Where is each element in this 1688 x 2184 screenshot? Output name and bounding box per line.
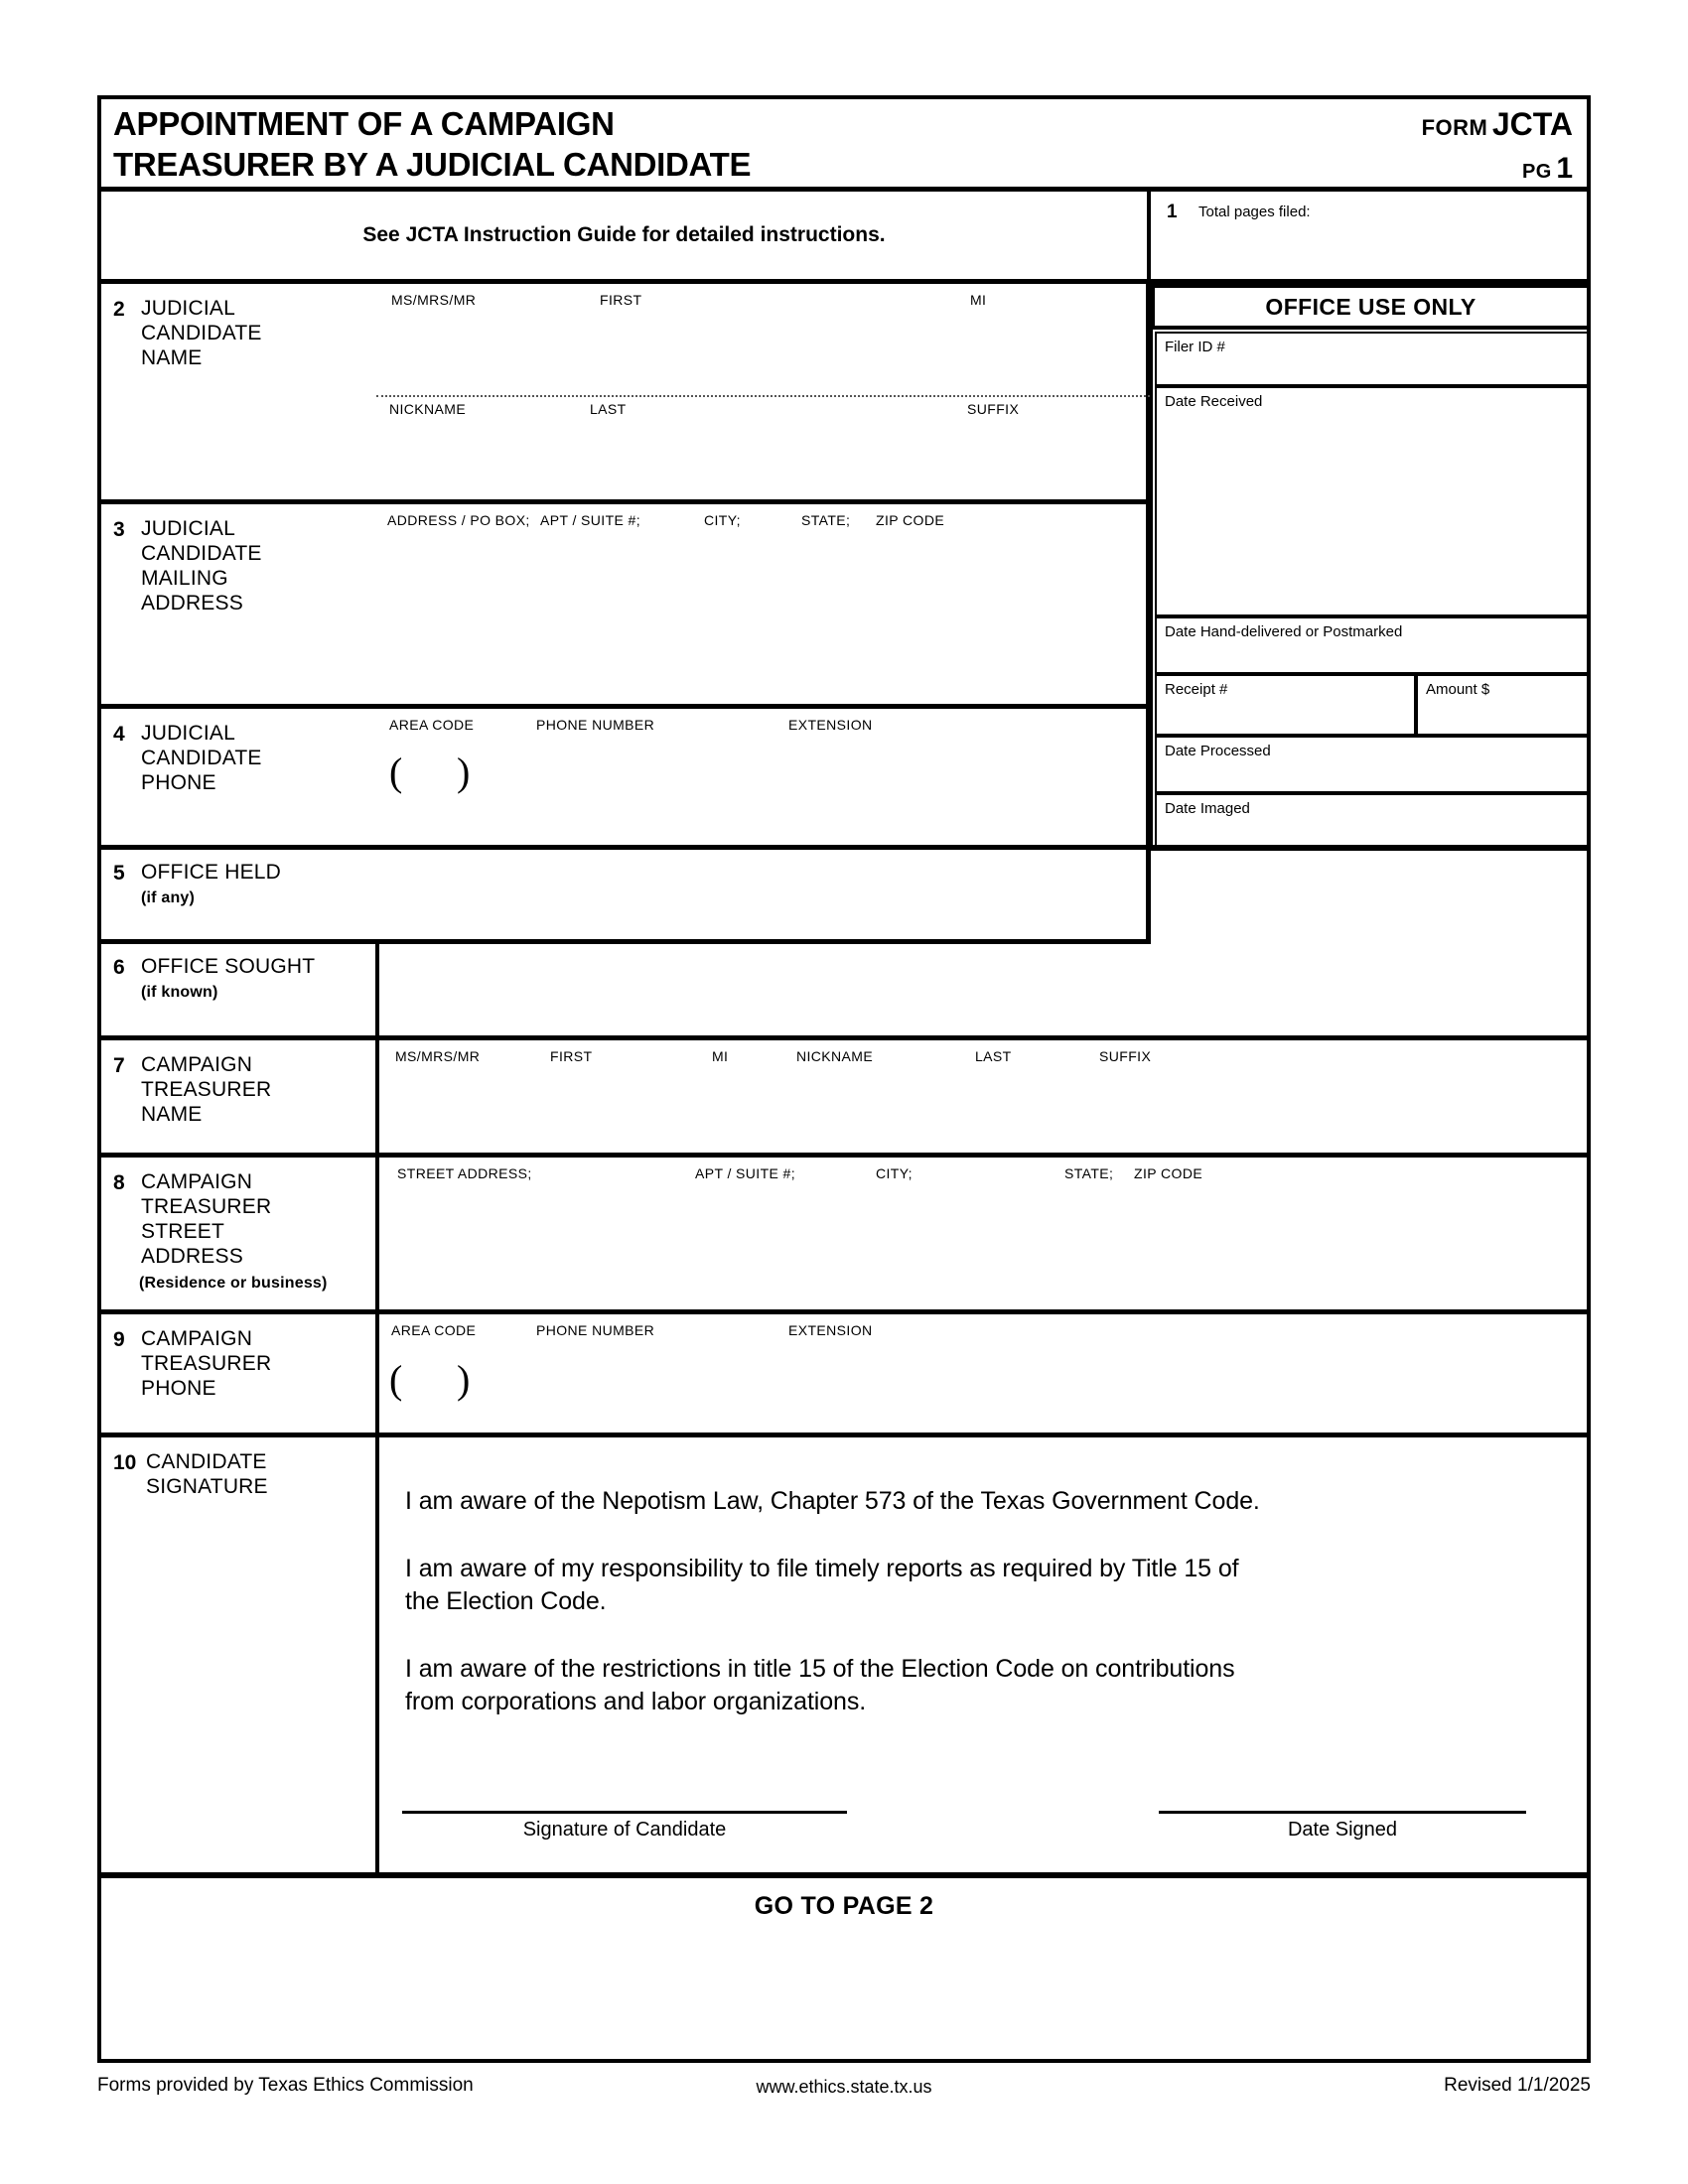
section-6-label-cell <box>101 944 379 1040</box>
hint-last: LAST <box>590 401 627 417</box>
hint-mi: MI <box>970 292 987 308</box>
amount-cell[interactable] <box>1416 674 1591 736</box>
section-4-input-cell[interactable] <box>379 709 1151 850</box>
section-9-label-cell <box>101 1314 379 1437</box>
total-pages-filed-label: Total pages filed: <box>1198 204 1311 220</box>
hint-phone-number-treasurer: PHONE NUMBER <box>536 1322 655 1338</box>
hint-suffix-treasurer: SUFFIX <box>1099 1048 1152 1064</box>
hint-area-code: AREA CODE <box>389 717 475 733</box>
hint-extension-treasurer: EXTENSION <box>788 1322 873 1338</box>
form-label: FORM <box>1421 115 1488 140</box>
section-3-label-line-3: MAILING <box>141 567 228 590</box>
hint-nickname-treasurer: NICKNAME <box>796 1048 874 1064</box>
page-value: 1 <box>1556 152 1573 185</box>
form-number-row <box>1422 105 1573 150</box>
section-8-label-line-3: STREET <box>141 1220 225 1243</box>
hint-state-treasurer: STATE; <box>1064 1165 1114 1181</box>
amount-label: Amount $ <box>1426 681 1490 698</box>
box-number-4: 4 <box>113 723 125 746</box>
hint-phone-number: PHONE NUMBER <box>536 717 655 733</box>
date-hand-delivered-cell[interactable] <box>1155 616 1591 674</box>
date-received-cell[interactable] <box>1155 386 1591 616</box>
contributions-restriction-statement-line1: I am aware of the restrictions in title 15 of the Election Code on contributions <box>405 1655 1235 1683</box>
section-8-input-cell[interactable] <box>379 1158 1591 1314</box>
hint-city-treasurer: CITY; <box>876 1165 913 1181</box>
date-processed-cell[interactable] <box>1155 736 1591 793</box>
section-9-input-cell[interactable] <box>379 1314 1591 1437</box>
date-hand-delivered-label: Date Hand-delivered or Postmarked <box>1165 623 1403 640</box>
section-10-label-line-2: SIGNATURE <box>146 1475 268 1498</box>
hint-area-code-treasurer: AREA CODE <box>391 1322 477 1338</box>
filer-id-label: Filer ID # <box>1165 339 1225 355</box>
section-4-label-line-3: PHONE <box>141 771 216 794</box>
hint-state: STATE; <box>801 512 851 528</box>
go-to-page-2-banner <box>101 1872 1587 1934</box>
section-10-label-cell <box>101 1437 379 1872</box>
section-10-label-line-1: CANDIDATE <box>146 1450 267 1473</box>
date-imaged-cell[interactable] <box>1155 793 1591 849</box>
instruction-text: See JCTA Instruction Guide for detailed instructions. <box>362 223 886 246</box>
hint-address-po-box: ADDRESS / PO BOX; <box>387 512 530 528</box>
hint-nickname: NICKNAME <box>389 401 467 417</box>
section-6-label: OFFICE SOUGHT <box>141 955 316 978</box>
section-4-label-cell <box>101 709 379 850</box>
box-number-1: 1 <box>1167 202 1178 222</box>
section-5-input-cell[interactable] <box>379 850 1151 944</box>
page-footer <box>97 2075 1591 2115</box>
section-8-label-line-1: CAMPAIGN <box>141 1170 253 1193</box>
section-3-label-line-2: CANDIDATE <box>141 542 262 565</box>
section-5-sublabel: (if any) <box>141 889 196 906</box>
receipt-number-cell[interactable] <box>1155 674 1416 736</box>
hint-suffix: SUFFIX <box>967 401 1020 417</box>
section-9-column-divider <box>375 1314 379 1437</box>
section-6-column-divider <box>375 944 379 1040</box>
hint-first: FIRST <box>600 292 642 308</box>
footer-website: www.ethics.state.tx.us <box>756 2077 932 2097</box>
section-7-input-cell[interactable] <box>379 1040 1591 1158</box>
section-2-dotted-divider <box>376 395 1150 397</box>
page-label: PG <box>1521 161 1552 183</box>
box-number-2: 2 <box>113 298 125 321</box>
paren-open-icon: ( <box>389 750 403 794</box>
go-to-page-2-text: GO TO PAGE 2 <box>754 1891 934 1920</box>
page-number-row <box>1422 150 1573 193</box>
contributions-restriction-statement-line2: from corporations and labor organizations. <box>405 1688 867 1715</box>
signature-caption: Signature of Candidate <box>522 1819 727 1841</box>
box-number-10: 10 <box>113 1451 137 1474</box>
date-received-label: Date Received <box>1165 393 1263 410</box>
box-number-5: 5 <box>113 862 125 885</box>
form-value: JCTA <box>1491 106 1573 142</box>
timely-reports-statement-line1: I am aware of my responsibility to file timely reports as required by Title 15 of <box>405 1555 1239 1582</box>
paren-close-icon-treasurer: ) <box>457 1357 471 1402</box>
paren-close-icon: ) <box>457 750 471 794</box>
section-9-label-line-3: PHONE <box>141 1377 216 1400</box>
timely-reports-statement-line2: the Election Code. <box>405 1587 607 1615</box>
paren-open-icon-treasurer: ( <box>389 1357 403 1402</box>
section-8-column-divider <box>375 1158 379 1314</box>
section-2-label-line-3: NAME <box>141 346 203 369</box>
form-title-band <box>101 99 1587 192</box>
section-9-label-line-1: CAMPAIGN <box>141 1327 253 1350</box>
section-2-label-cell <box>101 284 379 504</box>
hint-extension: EXTENSION <box>788 717 873 733</box>
office-use-bottom-rule <box>1147 845 1591 851</box>
section-7-column-divider <box>375 1040 379 1158</box>
footer-revised-date: Revised 1/1/2025 <box>1444 2075 1591 2096</box>
hint-street-address: STREET ADDRESS; <box>397 1165 532 1181</box>
section-7-label-cell <box>101 1040 379 1158</box>
section-2-input-cell[interactable] <box>379 284 1151 504</box>
date-imaged-label: Date Imaged <box>1165 800 1250 817</box>
hint-ms-mrs-mr-treasurer: MS/MRS/MR <box>395 1048 481 1064</box>
hint-city: CITY; <box>704 512 741 528</box>
form-outer-frame <box>97 95 1591 2063</box>
date-signed-line[interactable] <box>1159 1811 1526 1814</box>
section-10-column-divider <box>375 1437 379 1872</box>
section-2-label-line-1: JUDICIAL <box>141 297 235 320</box>
hint-ms-mrs-mr: MS/MRS/MR <box>391 292 477 308</box>
section-5-label: OFFICE HELD <box>141 861 282 884</box>
hint-last-treasurer: LAST <box>975 1048 1012 1064</box>
hint-zip-code-treasurer: ZIP CODE <box>1134 1165 1203 1181</box>
section-3-input-cell[interactable] <box>379 504 1151 709</box>
section-4-label-line-1: JUDICIAL <box>141 722 235 745</box>
section-5-label-cell <box>101 850 379 944</box>
section-6-sublabel: (if known) <box>141 984 218 1001</box>
section-8-sublabel: (Residence or business) <box>139 1275 328 1292</box>
section-3-label-line-4: ADDRESS <box>141 592 243 614</box>
section-6-input-cell[interactable] <box>379 944 1591 1040</box>
page-title-line1: APPOINTMENT OF A CAMPAIGN <box>113 105 615 142</box>
section-8-label-line-4: ADDRESS <box>141 1245 243 1268</box>
box-number-8: 8 <box>113 1171 125 1194</box>
filer-id-cell[interactable] <box>1155 332 1591 386</box>
section-4-label-line-2: CANDIDATE <box>141 747 262 769</box>
hint-mi-treasurer: MI <box>712 1048 729 1064</box>
page-title-line2: TREASURER BY A JUDICIAL CANDIDATE <box>113 146 752 183</box>
footer-provider: Forms provided by Texas Ethics Commission <box>97 2075 474 2096</box>
receipt-number-label: Receipt # <box>1165 681 1228 698</box>
date-processed-label: Date Processed <box>1165 743 1271 759</box>
box-number-9: 9 <box>113 1328 125 1351</box>
total-pages-filed-cell[interactable] <box>1151 192 1591 284</box>
section-10-input-cell[interactable] <box>379 1437 1591 1872</box>
form-id-block <box>1422 105 1573 193</box>
box-number-7: 7 <box>113 1054 125 1077</box>
section-7-label-line-3: NAME <box>141 1103 203 1126</box>
section-7-label-line-1: CAMPAIGN <box>141 1053 253 1076</box>
box-number-3: 3 <box>113 518 125 541</box>
section-2-label-line-2: CANDIDATE <box>141 322 262 344</box>
box-number-6: 6 <box>113 956 125 979</box>
hint-apt-suite: APT / SUITE #; <box>540 512 641 528</box>
signature-line[interactable] <box>402 1811 847 1814</box>
office-use-only-heading: OFFICE USE ONLY <box>1151 284 1591 330</box>
nepotism-statement: I am aware of the Nepotism Law, Chapter 573 of the Texas Government Code. <box>405 1487 1260 1515</box>
section-3-label-line-1: JUDICIAL <box>141 517 235 540</box>
hint-zip-code: ZIP CODE <box>876 512 945 528</box>
hint-apt-suite-treasurer: APT / SUITE #; <box>695 1165 796 1181</box>
section-3-label-cell <box>101 504 379 709</box>
section-8-label-line-2: TREASURER <box>141 1195 272 1218</box>
section-9-label-line-2: TREASURER <box>141 1352 272 1375</box>
page-title <box>113 103 751 185</box>
hint-first-treasurer: FIRST <box>550 1048 593 1064</box>
instruction-cell <box>101 192 1151 284</box>
date-signed-caption: Date Signed <box>1287 1819 1398 1841</box>
section-8-label-cell <box>101 1158 379 1314</box>
section-7-label-line-2: TREASURER <box>141 1078 272 1101</box>
